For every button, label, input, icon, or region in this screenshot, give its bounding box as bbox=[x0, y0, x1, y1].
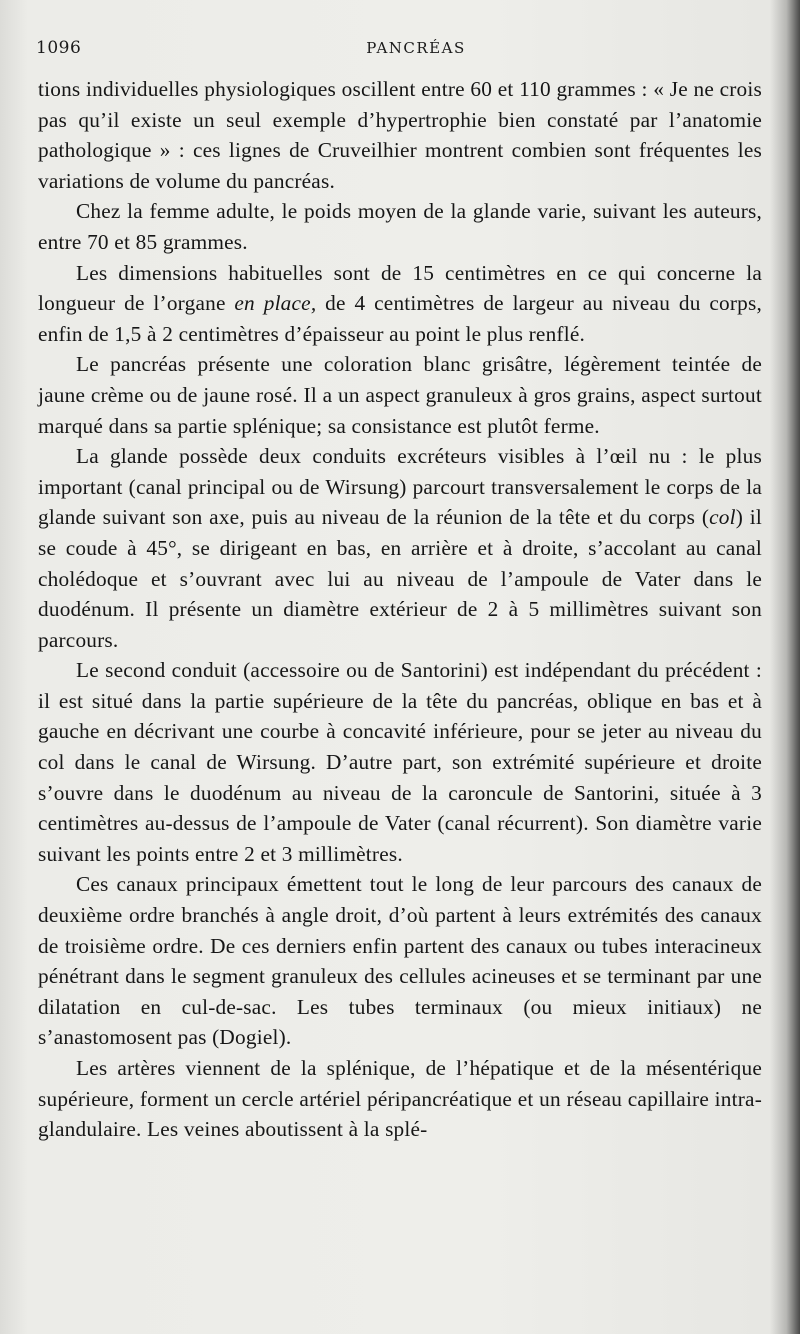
paragraph bbox=[38, 258, 762, 350]
page-edge-shadow bbox=[770, 0, 800, 1334]
text-run: de 4 centimètres de largeur au niveau du corps, enfin de 1,5 à 2 centimètres d’épaisseur au point le plus renflé. bbox=[38, 291, 763, 346]
italic-text: en place, bbox=[234, 291, 317, 316]
paragraph bbox=[38, 1053, 762, 1145]
paragraph bbox=[38, 441, 762, 655]
text-run: Chez la femme adulte, le poids moyen de la glande varie, suivant les auteurs, entre 70 et 85 grammes. bbox=[38, 199, 762, 254]
page-header bbox=[36, 38, 756, 62]
text-run: La glande possède deux conduits excréteurs visibles à l’œil nu : le plus important (canal principal ou de Wirsung) parcourt transversalement le corps de la glande suivant son axe, puis au niveau de la réunion de la tête et du corps ( bbox=[38, 444, 762, 530]
page-number: 1096 bbox=[36, 38, 82, 58]
text-run: Les artères viennent de la splénique, de l’hépatique et de la mésentérique supérieure, forment un cercle artériel péripancréatique et un réseau capillaire intra-glandulaire. Les veines aboutissent à la splé- bbox=[38, 1056, 762, 1142]
text-run: Le pancréas présente une coloration blanc grisâtre, légèrement teintée de jaune crème ou de jaune rosé. Il a un aspect granuleux à gros grains, aspect surtout marqué dans sa partie splénique; sa consistance est plutôt ferme. bbox=[38, 352, 762, 438]
text-run: ) il se coude à 45°, se dirigeant en bas, en arrière et à droite, s’accolant au canal cholédoque et s’ouvrant avec lui au niveau de l’ampoule de Vater dans le duodénum. Il présente un diamètre extérieur de 2 à 5 millimètres suivant son parcours. bbox=[38, 505, 762, 652]
body-text bbox=[38, 74, 762, 1145]
text-run: Le second conduit (accessoire ou de Santorini) est indépendant du précédent : il est situé dans la partie supérieure de la tête du pancréas, oblique en bas et à gauche en décrivant une courbe à concavité inférieure, pour se jeter au niveau du col dans le canal de Wirsung. D’autre part, son extrémité supérieure et droite s’ouvre dans le duodénum au niveau de la caroncule de Santorini, située à 3 centimètres au-dessus de l’ampoule de Vater (canal récurrent). Son diamètre varie suivant les points entre 2 et 3 millimètres. bbox=[38, 658, 762, 866]
paragraph bbox=[38, 655, 762, 869]
text-run: Ces canaux principaux émettent tout le long de leur parcours des canaux de deuxième ordre branchés à angle droit, d’où partent à leurs extrémités des canaux de troisième ordre. De ces derniers enfin partent des canaux ou tubes interacineux pénétrant dans le segment granuleux des cellules acineuses et se terminant par une dilatation en cul-de-sac. Les tubes terminaux (ou mieux initiaux) ne s’anastomosent pas (Dogiel). bbox=[38, 872, 762, 1050]
paragraph bbox=[38, 349, 762, 441]
paragraph bbox=[38, 196, 762, 257]
text-run: tions individuelles physiologiques oscillent entre 60 et 110 grammes : « Je ne crois pas qu’il existe un seul exemple d’hypertrophie bien constaté par l’anatomie pathologique » : ces lignes de Cruveilhier montrent combien sont fréquentes les variations de volume du pancréas. bbox=[38, 77, 762, 193]
text-run: Les dimensions habituelles sont de 15 centimètres en ce qui concerne la longueur de l’organe bbox=[38, 260, 762, 316]
running-title: PANCRÉAS bbox=[366, 39, 466, 57]
paragraph bbox=[38, 74, 762, 196]
paragraph bbox=[38, 869, 762, 1053]
italic-text: col bbox=[709, 505, 736, 530]
